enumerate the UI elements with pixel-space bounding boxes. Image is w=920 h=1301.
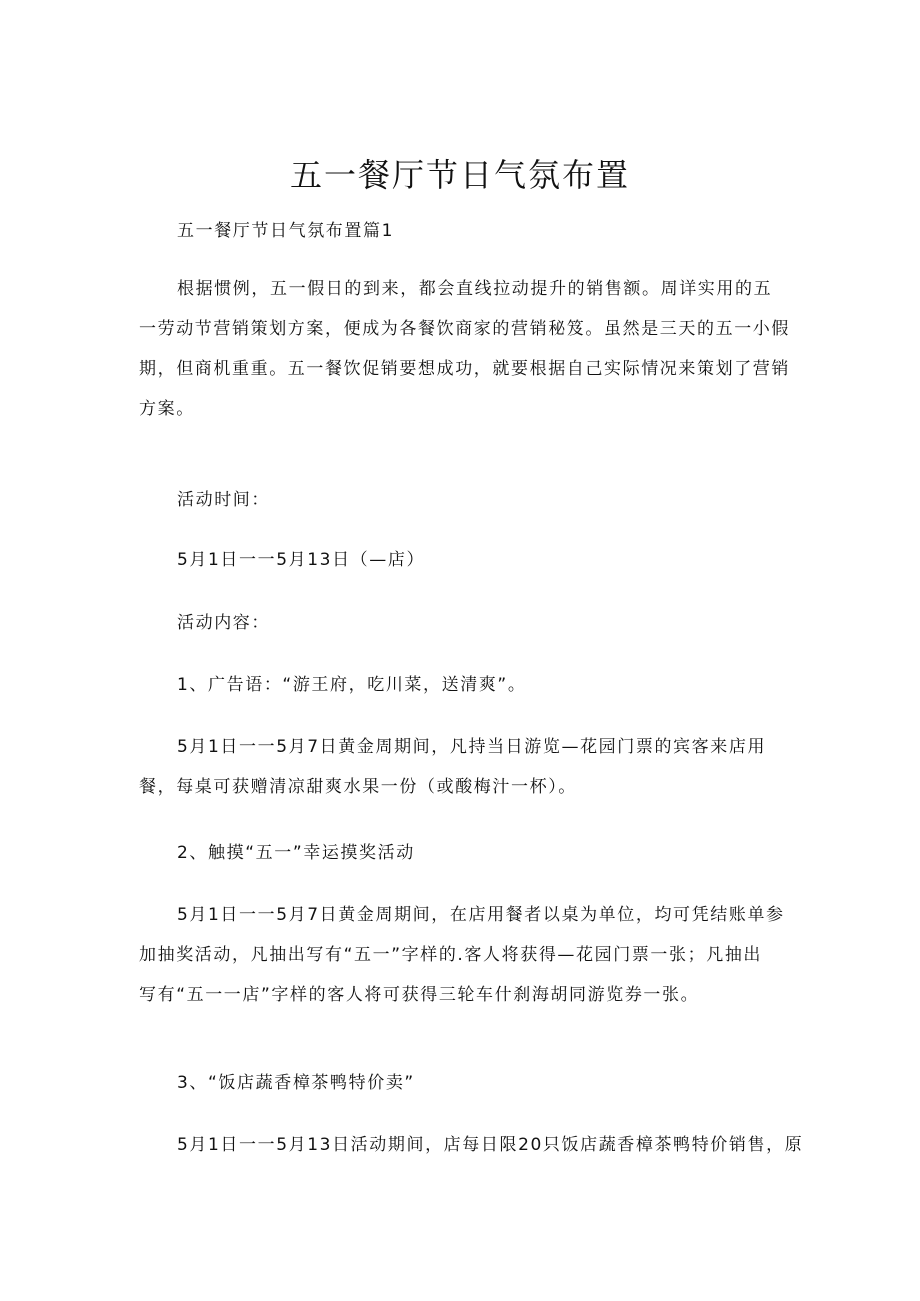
intro-line: 根据惯例，五一假日的到来，都会直线拉动提升的销售额。周详实用的五 [177, 279, 773, 299]
item3-paragraph [139, 1125, 804, 1165]
document-subtitle: 五一餐厅节日气氛布置篇1 [177, 221, 395, 241]
document-title: 五一餐厅节日气氛布置 [289, 156, 630, 194]
item2-title: 2、触摸“五一”幸运摸奖活动 [177, 843, 415, 863]
item2-line: 加抽奖活动，凡抽出写有“五一”字样的.客人将获得—花园门票一张；凡抽出 [139, 945, 763, 965]
item1-line: 5月1日一一5月7日黄金周期间，凡持当日游览—花园门票的宾客来店用 [177, 737, 767, 757]
item1-title: 1、广告语：“游王府，吃川菜，送清爽”。 [177, 675, 527, 695]
item1-paragraph [139, 727, 784, 807]
item2-line: 5月1日一一5月7日黄金周期间，在店用餐者以桌为单位，均可凭结账单参 [177, 905, 785, 925]
item3-title: 3、“饭店蔬香樟茶鸭特价卖” [177, 1073, 415, 1093]
item1-line: 餐，每桌可获赠清凉甜爽水果一份（或酸梅汁一杯）。 [139, 777, 577, 797]
item2-paragraph [139, 895, 784, 1015]
intro-line: 一劳动节营销策划方案，便成为各餐饮商家的营销秘笈。虽然是三天的五一小假 [139, 319, 790, 339]
intro-line: 方案。 [139, 399, 195, 419]
item3-line: 5月1日一一5月13日活动期间，店每日限20只饭店蔬香樟茶鸭特价销售，原 [177, 1135, 804, 1155]
time-label: 活动时间： [177, 490, 270, 510]
time-value: 5月1日一一5月13日（—店） [177, 550, 426, 570]
content-label: 活动内容： [177, 613, 270, 633]
item2-line: 写有“五一一店”字样的客人将可获得三轮车什刹海胡同游览券一张。 [139, 985, 700, 1005]
intro-line: 期，但商机重重。五一餐饮促销要想成功，就要根据自己实际情况来策划了营销 [139, 359, 790, 379]
intro-paragraph [139, 269, 790, 429]
